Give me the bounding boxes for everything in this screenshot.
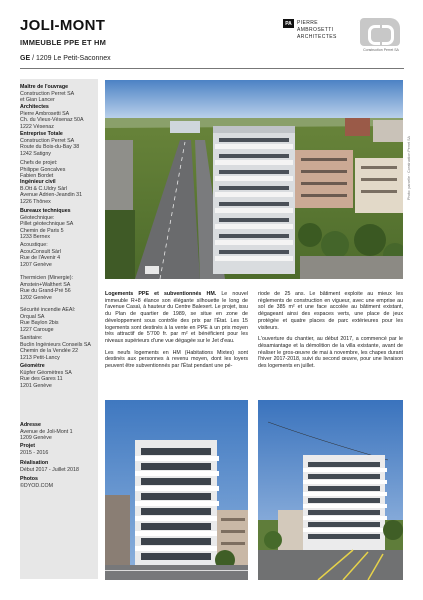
sidebar-line: Rue de l'Avenir 4 bbox=[20, 255, 61, 262]
sidebar-block bbox=[20, 335, 98, 361]
sidebar-block bbox=[20, 208, 98, 241]
photo-credit: Photo: parcelle · Construction Perret SA bbox=[407, 136, 411, 200]
contractor-logo bbox=[357, 18, 405, 54]
sidebar-line: 1207 Genève bbox=[20, 261, 52, 268]
sidebar-line: 1233 Bernex bbox=[20, 234, 51, 241]
sidebar-line: Fabien Bordet bbox=[20, 173, 54, 180]
sidebar-line: Avenue Adrien-Jeandin 31 bbox=[20, 192, 83, 199]
photo-building-right bbox=[258, 400, 403, 580]
sidebar-heading: Bureaux techniques bbox=[20, 208, 71, 214]
architect-logo-line-2: AMBROSETTI bbox=[297, 27, 334, 33]
project-sidebar bbox=[20, 79, 98, 579]
location-text: / 1209 Le Petit-Saconnex bbox=[30, 55, 111, 62]
sidebar-line: 1226 Thônex bbox=[20, 198, 51, 205]
sidebar-block bbox=[20, 422, 98, 442]
sidebar-line: 1227 Carouge bbox=[20, 326, 54, 333]
sidebar-heading: Maître de l'ouvrage bbox=[20, 84, 69, 90]
body-column-2 bbox=[258, 291, 403, 375]
body-paragraph-2: Les neufs logements en HM (Habitations Mixtes) sont destinés aux personnes à revenu moyen, dont les loyers peuvent être subventionnés par l'État pendant une pé- bbox=[105, 349, 248, 370]
sidebar-heading: Adresse bbox=[20, 422, 41, 428]
sidebar-block bbox=[20, 179, 98, 205]
sidebar-line: et Gian Lancer bbox=[20, 97, 55, 104]
architect-logo bbox=[283, 19, 363, 53]
architect-logo-line-3: ARCHITECTES bbox=[297, 34, 337, 40]
sidebar-line: Orqual SA bbox=[20, 313, 45, 320]
contractor-logo-icon bbox=[360, 18, 400, 46]
sidebar-line: Géotechnique: bbox=[20, 214, 55, 221]
sidebar-block bbox=[20, 307, 98, 333]
location bbox=[20, 55, 111, 62]
body-paragraph-1-text: Le nouvel immeuble R+8 élance son élégante silhouette le long de l'avenue Casaï, à hauteur du Centre Balexert. Le projet, issu du Plan de quartier de 1989, se situe en zone de développement sous contrôle des prix par l'État. Les 15 logements sont destinés à la vente en PPE à un prix moyen très attractif de 5'700 fr. par m² et bénéficient pour les niveaux supérieurs d'une vue dégagée sur le Jet d'eau. bbox=[105, 291, 248, 344]
sidebar-heading: Réalisation bbox=[20, 460, 49, 466]
sidebar-line: Avenue de Joli-Mont 1 bbox=[20, 428, 73, 435]
sidebar-heading: Architectes bbox=[20, 104, 49, 110]
sidebar-heading: Entreprise Totale bbox=[20, 131, 63, 137]
sidebar-line: 1222 Vésenaz bbox=[20, 123, 54, 130]
sidebar-heading: Photos bbox=[20, 476, 38, 482]
sidebar-block bbox=[20, 160, 98, 180]
photo-building-right-image bbox=[258, 400, 403, 580]
sidebar-line: Ch. du Vieux-Vésenaz 50A bbox=[20, 117, 84, 124]
sidebar-line: 1209 Genève bbox=[20, 435, 52, 442]
sidebar-line: Rue des Gares 11 bbox=[20, 376, 63, 383]
sidebar-line: Acoustique: bbox=[20, 242, 48, 248]
sidebar-line: Début 2017 - Juillet 2018 bbox=[20, 466, 79, 473]
sidebar-line: Chemin de Paris 5 bbox=[20, 227, 64, 234]
sidebar-line: ©DYOD.COM bbox=[20, 482, 54, 489]
page-title: JOLI-MONT bbox=[20, 17, 106, 34]
sidebar-line: 1242 Satigny bbox=[20, 150, 51, 157]
sidebar-line: Amstein+Walthert SA bbox=[20, 281, 71, 288]
sidebar-line: Pillet géotechnique SA bbox=[20, 221, 74, 228]
sidebar-line: Buclin Ingénieurs Conseils SA bbox=[20, 341, 91, 348]
architect-logo-line-1: PIERRE bbox=[297, 20, 319, 26]
sidebar-line: Rue du Grand-Pré 56 bbox=[20, 288, 71, 295]
location-code: GE bbox=[20, 55, 31, 62]
sidebar-block bbox=[20, 84, 98, 104]
sidebar-heading: Ingénieur civil bbox=[20, 179, 56, 185]
sidebar-line: Construction Perret SA bbox=[20, 137, 75, 144]
photo-building-left bbox=[105, 400, 248, 580]
body-paragraph-4: L'ouverture du chantier, au début 2017, a commencé par le désamiantage et la démolition de la villa existante, avant de réaliser le gros-œuvre de mai à novembre, les chapes durant l'hiver 2017-2018, suivi du second œuvre, pour une livraison des logements en juillet. bbox=[258, 336, 403, 370]
sidebar-line: Küpfer Géomètres SA bbox=[20, 369, 72, 376]
sidebar-line: Thermicien (Minergie): bbox=[20, 275, 73, 281]
sidebar-block bbox=[20, 131, 98, 157]
sidebar-heading: Géomètre bbox=[20, 363, 45, 369]
sidebar-line: 2015 - 2016 bbox=[20, 449, 49, 456]
sidebar-block bbox=[20, 460, 98, 473]
sidebar-line: AcouConsult Sàrl bbox=[20, 248, 61, 255]
photo-building-left-image bbox=[105, 400, 248, 580]
sidebar-line: 1201 Genève bbox=[20, 382, 52, 389]
sidebar-line: Pierre Ambrosetti SA bbox=[20, 110, 70, 117]
photo-aerial-view-image bbox=[105, 80, 403, 279]
sidebar-heading: Projet bbox=[20, 443, 36, 449]
architect-logo-mark: PA bbox=[283, 19, 294, 28]
sidebar-block bbox=[20, 476, 98, 489]
sidebar-line: Chemin de la Vendée 22 bbox=[20, 348, 79, 355]
sidebar-line: Sanitaire: bbox=[20, 335, 43, 341]
sidebar-line: Rue Baylon 2bis bbox=[20, 320, 59, 327]
body-column-1 bbox=[105, 291, 248, 375]
sidebar-line: Philippe Goncalves bbox=[20, 166, 66, 173]
sidebar-line: B.Ott & C.Uldry Sàrl bbox=[20, 185, 68, 192]
sidebar-block bbox=[20, 242, 98, 268]
sidebar-block bbox=[20, 363, 98, 389]
photo-aerial-view bbox=[105, 80, 403, 279]
sidebar-line: 1202 Genève bbox=[20, 294, 52, 301]
sidebar-line: Construction Perret SA bbox=[20, 90, 75, 97]
sidebar-line: Chefs de projet: bbox=[20, 160, 58, 166]
sidebar-block bbox=[20, 443, 98, 456]
contractor-logo-caption: Construction Perret SA bbox=[363, 48, 399, 52]
sidebar-line: Sécurité incendie AEAI: bbox=[20, 307, 76, 313]
sidebar-line: 1213 Petit-Lancy bbox=[20, 354, 60, 361]
sidebar-block bbox=[20, 104, 98, 130]
body-paragraph-1 bbox=[105, 291, 248, 345]
header-divider bbox=[20, 68, 404, 69]
body-paragraph-3: riode de 25 ans. Le bâtiment exploite au mieux les règlements de construction en vigueur, avec une emprise au sol de 385 m² et une face accolée au bâtiment existant, dégageant ainsi des espaces verts, une place de jeux protégée et quatre places de parc extérieures pour les visiteurs. bbox=[258, 291, 403, 331]
sidebar-block bbox=[20, 275, 98, 301]
body-lead: Logements PPE et subventionnés HM. bbox=[105, 291, 217, 297]
page-subtitle: IMMEUBLE PPE ET HM bbox=[20, 38, 107, 47]
sidebar-line: Route du Bois-du-Bay 38 bbox=[20, 144, 80, 151]
